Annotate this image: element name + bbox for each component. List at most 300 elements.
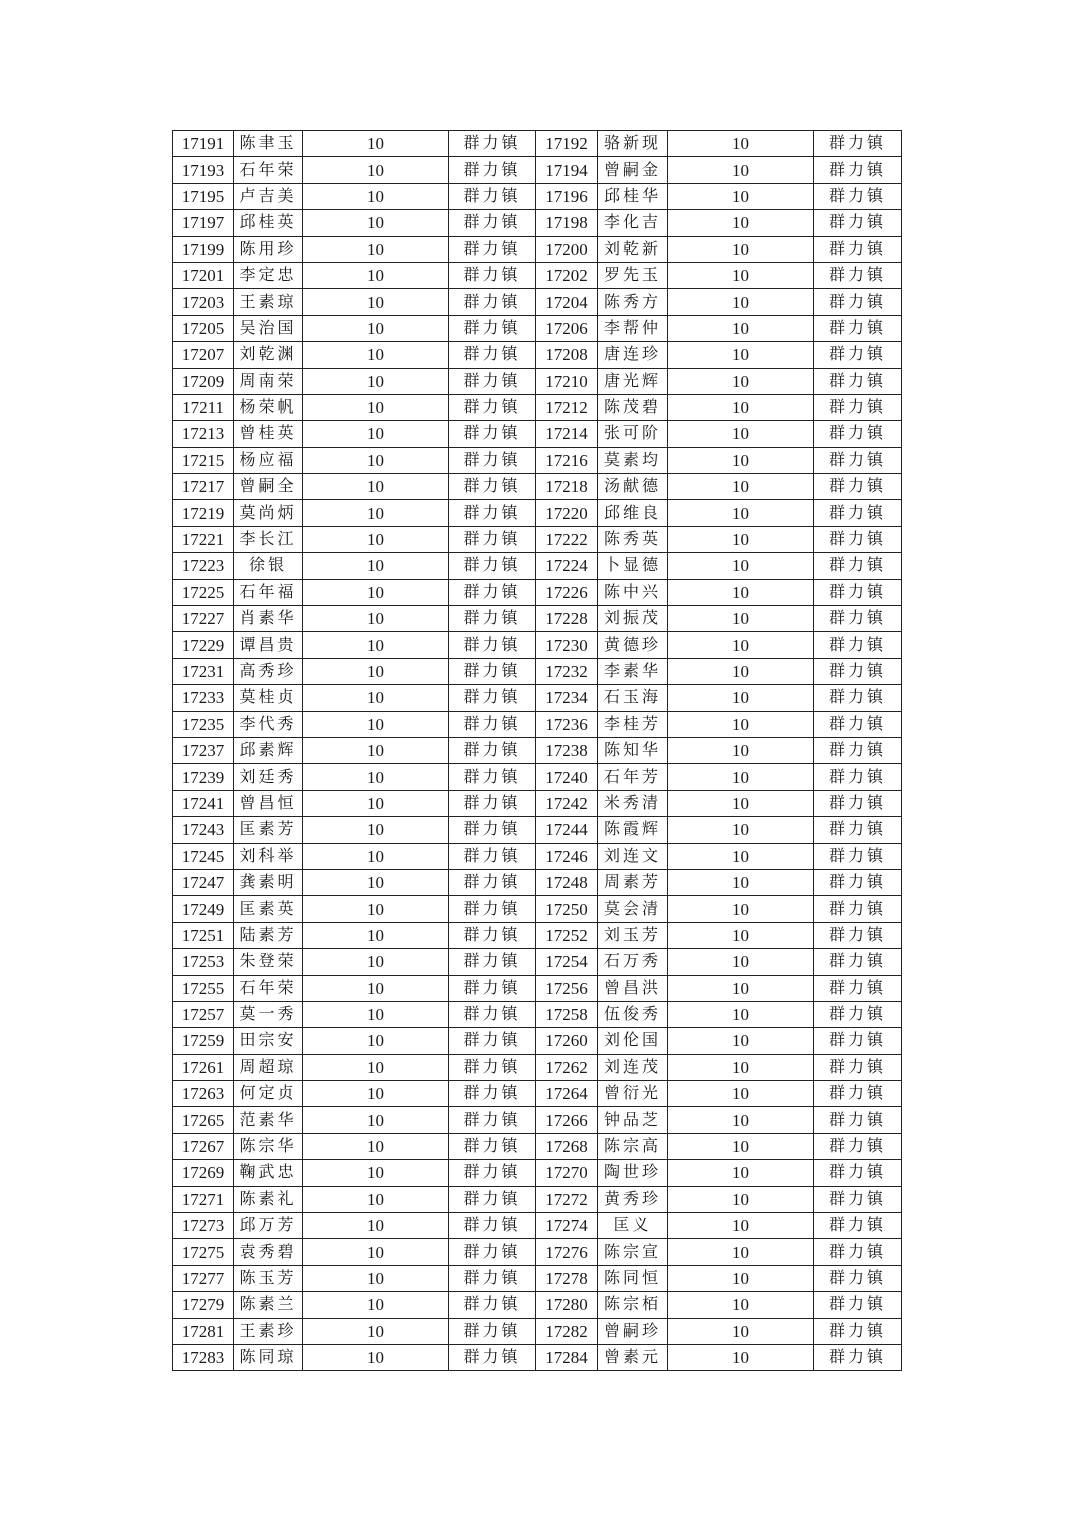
left-amount-cell: 10 xyxy=(303,975,449,1001)
left-amount-cell: 10 xyxy=(303,183,449,209)
left-record-id-cell: 17241 xyxy=(173,790,234,816)
right-amount-cell: 10 xyxy=(668,1160,814,1186)
left-town-cell: 群力镇 xyxy=(449,342,536,368)
right-amount-cell: 10 xyxy=(668,394,814,420)
left-town-cell: 群力镇 xyxy=(449,843,536,869)
left-amount-cell: 10 xyxy=(303,342,449,368)
right-amount-cell: 10 xyxy=(668,1107,814,1133)
left-town-cell: 群力镇 xyxy=(449,1160,536,1186)
left-amount-cell: 10 xyxy=(303,394,449,420)
table-row xyxy=(173,421,902,447)
left-town-cell: 群力镇 xyxy=(449,157,536,183)
left-person-name-cell: 李代秀 xyxy=(234,711,303,737)
right-amount-cell: 10 xyxy=(668,843,814,869)
right-town-cell: 群力镇 xyxy=(814,183,902,209)
right-amount-cell: 10 xyxy=(668,922,814,948)
table-row xyxy=(173,368,902,394)
left-record-id-cell: 17251 xyxy=(173,922,234,948)
right-town-cell: 群力镇 xyxy=(814,764,902,790)
left-amount-cell: 10 xyxy=(303,131,449,157)
right-amount-cell: 10 xyxy=(668,342,814,368)
left-record-id-cell: 17199 xyxy=(173,236,234,262)
left-record-id-cell: 17225 xyxy=(173,579,234,605)
right-record-id-cell: 17260 xyxy=(536,1028,598,1054)
right-person-name-cell: 陶世珍 xyxy=(598,1160,668,1186)
left-record-id-cell: 17221 xyxy=(173,526,234,552)
right-person-name-cell: 罗先玉 xyxy=(598,262,668,288)
left-record-id-cell: 17239 xyxy=(173,764,234,790)
left-record-id-cell: 17275 xyxy=(173,1239,234,1265)
right-town-cell: 群力镇 xyxy=(814,342,902,368)
right-town-cell: 群力镇 xyxy=(814,553,902,579)
left-amount-cell: 10 xyxy=(303,1054,449,1080)
left-amount-cell: 10 xyxy=(303,210,449,236)
right-record-id-cell: 17198 xyxy=(536,210,598,236)
left-amount-cell: 10 xyxy=(303,579,449,605)
right-person-name-cell: 刘连茂 xyxy=(598,1054,668,1080)
left-amount-cell: 10 xyxy=(303,1186,449,1212)
left-amount-cell: 10 xyxy=(303,896,449,922)
right-record-id-cell: 17238 xyxy=(536,737,598,763)
right-town-cell: 群力镇 xyxy=(814,737,902,763)
table-row xyxy=(173,658,902,684)
table-row xyxy=(173,1160,902,1186)
right-town-cell: 群力镇 xyxy=(814,1107,902,1133)
left-amount-cell: 10 xyxy=(303,606,449,632)
right-person-name-cell: 匡义 xyxy=(598,1213,668,1239)
right-record-id-cell: 17230 xyxy=(536,632,598,658)
left-person-name-cell: 莫一秀 xyxy=(234,1001,303,1027)
left-person-name-cell: 陈素兰 xyxy=(234,1292,303,1318)
left-person-name-cell: 邱素辉 xyxy=(234,737,303,763)
left-record-id-cell: 17269 xyxy=(173,1160,234,1186)
table-row xyxy=(173,236,902,262)
left-town-cell: 群力镇 xyxy=(449,1001,536,1027)
right-record-id-cell: 17210 xyxy=(536,368,598,394)
right-amount-cell: 10 xyxy=(668,183,814,209)
left-record-id-cell: 17193 xyxy=(173,157,234,183)
left-person-name-cell: 邱万芳 xyxy=(234,1213,303,1239)
right-town-cell: 群力镇 xyxy=(814,447,902,473)
left-town-cell: 群力镇 xyxy=(449,526,536,552)
left-amount-cell: 10 xyxy=(303,526,449,552)
right-town-cell: 群力镇 xyxy=(814,1239,902,1265)
left-person-name-cell: 陆素芳 xyxy=(234,922,303,948)
left-town-cell: 群力镇 xyxy=(449,632,536,658)
right-person-name-cell: 钟品芝 xyxy=(598,1107,668,1133)
left-person-name-cell: 刘廷秀 xyxy=(234,764,303,790)
left-record-id-cell: 17203 xyxy=(173,289,234,315)
right-record-id-cell: 17270 xyxy=(536,1160,598,1186)
left-record-id-cell: 17223 xyxy=(173,553,234,579)
left-amount-cell: 10 xyxy=(303,658,449,684)
left-person-name-cell: 袁秀碧 xyxy=(234,1239,303,1265)
table-row xyxy=(173,790,902,816)
left-person-name-cell: 徐银 xyxy=(234,553,303,579)
table-row xyxy=(173,289,902,315)
table-row xyxy=(173,500,902,526)
left-town-cell: 群力镇 xyxy=(449,236,536,262)
left-town-cell: 群力镇 xyxy=(449,737,536,763)
left-person-name-cell: 高秀珍 xyxy=(234,658,303,684)
right-record-id-cell: 17204 xyxy=(536,289,598,315)
left-person-name-cell: 陈聿玉 xyxy=(234,131,303,157)
left-amount-cell: 10 xyxy=(303,1107,449,1133)
left-amount-cell: 10 xyxy=(303,447,449,473)
right-person-name-cell: 陈宗宣 xyxy=(598,1239,668,1265)
table-row xyxy=(173,632,902,658)
left-town-cell: 群力镇 xyxy=(449,1213,536,1239)
left-amount-cell: 10 xyxy=(303,817,449,843)
left-town-cell: 群力镇 xyxy=(449,685,536,711)
right-town-cell: 群力镇 xyxy=(814,131,902,157)
left-town-cell: 群力镇 xyxy=(449,711,536,737)
left-person-name-cell: 李长江 xyxy=(234,526,303,552)
table-row xyxy=(173,922,902,948)
left-town-cell: 群力镇 xyxy=(449,1186,536,1212)
left-person-name-cell: 石年福 xyxy=(234,579,303,605)
left-record-id-cell: 17195 xyxy=(173,183,234,209)
left-amount-cell: 10 xyxy=(303,315,449,341)
right-amount-cell: 10 xyxy=(668,579,814,605)
right-record-id-cell: 17224 xyxy=(536,553,598,579)
left-amount-cell: 10 xyxy=(303,764,449,790)
left-person-name-cell: 范素华 xyxy=(234,1107,303,1133)
left-record-id-cell: 17211 xyxy=(173,394,234,420)
right-amount-cell: 10 xyxy=(668,526,814,552)
right-person-name-cell: 黄德珍 xyxy=(598,632,668,658)
left-town-cell: 群力镇 xyxy=(449,1318,536,1344)
table-row xyxy=(173,342,902,368)
left-record-id-cell: 17245 xyxy=(173,843,234,869)
right-record-id-cell: 17242 xyxy=(536,790,598,816)
right-town-cell: 群力镇 xyxy=(814,1001,902,1027)
right-record-id-cell: 17284 xyxy=(536,1344,598,1370)
right-town-cell: 群力镇 xyxy=(814,1344,902,1370)
right-person-name-cell: 刘玉芳 xyxy=(598,922,668,948)
left-town-cell: 群力镇 xyxy=(449,817,536,843)
left-record-id-cell: 17277 xyxy=(173,1265,234,1291)
right-record-id-cell: 17202 xyxy=(536,262,598,288)
left-record-id-cell: 17191 xyxy=(173,131,234,157)
right-person-name-cell: 陈茂碧 xyxy=(598,394,668,420)
left-town-cell: 群力镇 xyxy=(449,210,536,236)
table-row xyxy=(173,949,902,975)
right-amount-cell: 10 xyxy=(668,737,814,763)
left-record-id-cell: 17219 xyxy=(173,500,234,526)
right-town-cell: 群力镇 xyxy=(814,157,902,183)
left-amount-cell: 10 xyxy=(303,474,449,500)
table-row xyxy=(173,1239,902,1265)
right-amount-cell: 10 xyxy=(668,896,814,922)
right-amount-cell: 10 xyxy=(668,474,814,500)
right-person-name-cell: 骆新现 xyxy=(598,131,668,157)
right-record-id-cell: 17280 xyxy=(536,1292,598,1318)
right-person-name-cell: 李桂芳 xyxy=(598,711,668,737)
table-row xyxy=(173,183,902,209)
right-amount-cell: 10 xyxy=(668,1133,814,1159)
left-town-cell: 群力镇 xyxy=(449,869,536,895)
right-town-cell: 群力镇 xyxy=(814,922,902,948)
right-amount-cell: 10 xyxy=(668,157,814,183)
left-record-id-cell: 17233 xyxy=(173,685,234,711)
left-amount-cell: 10 xyxy=(303,737,449,763)
left-town-cell: 群力镇 xyxy=(449,606,536,632)
left-amount-cell: 10 xyxy=(303,1265,449,1291)
right-person-name-cell: 唐光辉 xyxy=(598,368,668,394)
left-person-name-cell: 龚素明 xyxy=(234,869,303,895)
right-amount-cell: 10 xyxy=(668,790,814,816)
left-record-id-cell: 17235 xyxy=(173,711,234,737)
table-row xyxy=(173,394,902,420)
left-person-name-cell: 莫桂贞 xyxy=(234,685,303,711)
table-row xyxy=(173,1186,902,1212)
left-record-id-cell: 17273 xyxy=(173,1213,234,1239)
right-record-id-cell: 17248 xyxy=(536,869,598,895)
left-person-name-cell: 曾桂英 xyxy=(234,421,303,447)
left-person-name-cell: 朱登荣 xyxy=(234,949,303,975)
left-person-name-cell: 陈玉芳 xyxy=(234,1265,303,1291)
right-record-id-cell: 17256 xyxy=(536,975,598,1001)
right-record-id-cell: 17278 xyxy=(536,1265,598,1291)
right-record-id-cell: 17262 xyxy=(536,1054,598,1080)
right-record-id-cell: 17222 xyxy=(536,526,598,552)
left-record-id-cell: 17209 xyxy=(173,368,234,394)
left-amount-cell: 10 xyxy=(303,869,449,895)
right-person-name-cell: 陈中兴 xyxy=(598,579,668,605)
left-town-cell: 群力镇 xyxy=(449,262,536,288)
right-amount-cell: 10 xyxy=(668,131,814,157)
right-record-id-cell: 17250 xyxy=(536,896,598,922)
right-record-id-cell: 17252 xyxy=(536,922,598,948)
left-record-id-cell: 17249 xyxy=(173,896,234,922)
left-record-id-cell: 17227 xyxy=(173,606,234,632)
left-record-id-cell: 17261 xyxy=(173,1054,234,1080)
right-town-cell: 群力镇 xyxy=(814,368,902,394)
right-person-name-cell: 曾衍光 xyxy=(598,1081,668,1107)
table-row xyxy=(173,869,902,895)
right-record-id-cell: 17218 xyxy=(536,474,598,500)
left-amount-cell: 10 xyxy=(303,157,449,183)
left-town-cell: 群力镇 xyxy=(449,553,536,579)
right-town-cell: 群力镇 xyxy=(814,1292,902,1318)
left-person-name-cell: 曾昌恒 xyxy=(234,790,303,816)
right-person-name-cell: 陈知华 xyxy=(598,737,668,763)
right-amount-cell: 10 xyxy=(668,1081,814,1107)
left-person-name-cell: 陈同琼 xyxy=(234,1344,303,1370)
left-person-name-cell: 刘乾渊 xyxy=(234,342,303,368)
left-record-id-cell: 17279 xyxy=(173,1292,234,1318)
right-person-name-cell: 米秀清 xyxy=(598,790,668,816)
right-amount-cell: 10 xyxy=(668,1239,814,1265)
right-town-cell: 群力镇 xyxy=(814,843,902,869)
left-town-cell: 群力镇 xyxy=(449,922,536,948)
left-record-id-cell: 17215 xyxy=(173,447,234,473)
left-record-id-cell: 17231 xyxy=(173,658,234,684)
right-town-cell: 群力镇 xyxy=(814,658,902,684)
left-town-cell: 群力镇 xyxy=(449,131,536,157)
left-person-name-cell: 陈用珍 xyxy=(234,236,303,262)
table-row xyxy=(173,711,902,737)
left-town-cell: 群力镇 xyxy=(449,975,536,1001)
right-record-id-cell: 17214 xyxy=(536,421,598,447)
left-record-id-cell: 17263 xyxy=(173,1081,234,1107)
left-amount-cell: 10 xyxy=(303,500,449,526)
left-town-cell: 群力镇 xyxy=(449,1081,536,1107)
right-town-cell: 群力镇 xyxy=(814,526,902,552)
left-person-name-cell: 吴治国 xyxy=(234,315,303,341)
table-row xyxy=(173,975,902,1001)
left-amount-cell: 10 xyxy=(303,1318,449,1344)
left-amount-cell: 10 xyxy=(303,843,449,869)
left-town-cell: 群力镇 xyxy=(449,1344,536,1370)
right-town-cell: 群力镇 xyxy=(814,711,902,737)
table-row xyxy=(173,526,902,552)
right-record-id-cell: 17266 xyxy=(536,1107,598,1133)
right-town-cell: 群力镇 xyxy=(814,500,902,526)
right-record-id-cell: 17200 xyxy=(536,236,598,262)
left-amount-cell: 10 xyxy=(303,421,449,447)
right-town-cell: 群力镇 xyxy=(814,632,902,658)
left-person-name-cell: 石年荣 xyxy=(234,975,303,1001)
table-row xyxy=(173,843,902,869)
right-person-name-cell: 周素芳 xyxy=(598,869,668,895)
table-row xyxy=(173,1318,902,1344)
right-town-cell: 群力镇 xyxy=(814,1213,902,1239)
right-amount-cell: 10 xyxy=(668,1265,814,1291)
right-record-id-cell: 17194 xyxy=(536,157,598,183)
right-amount-cell: 10 xyxy=(668,711,814,737)
right-amount-cell: 10 xyxy=(668,685,814,711)
left-amount-cell: 10 xyxy=(303,922,449,948)
left-town-cell: 群力镇 xyxy=(449,1028,536,1054)
right-town-cell: 群力镇 xyxy=(814,262,902,288)
right-amount-cell: 10 xyxy=(668,289,814,315)
subsidy-list-table xyxy=(172,130,902,1371)
table-row xyxy=(173,210,902,236)
right-record-id-cell: 17206 xyxy=(536,315,598,341)
left-record-id-cell: 17257 xyxy=(173,1001,234,1027)
table-row xyxy=(173,817,902,843)
left-record-id-cell: 17197 xyxy=(173,210,234,236)
right-town-cell: 群力镇 xyxy=(814,421,902,447)
left-record-id-cell: 17217 xyxy=(173,474,234,500)
left-record-id-cell: 17271 xyxy=(173,1186,234,1212)
right-amount-cell: 10 xyxy=(668,817,814,843)
table-row xyxy=(173,1133,902,1159)
right-person-name-cell: 张可阶 xyxy=(598,421,668,447)
left-person-name-cell: 王素琼 xyxy=(234,289,303,315)
right-town-cell: 群力镇 xyxy=(814,394,902,420)
left-person-name-cell: 刘科举 xyxy=(234,843,303,869)
right-amount-cell: 10 xyxy=(668,658,814,684)
left-amount-cell: 10 xyxy=(303,1239,449,1265)
right-amount-cell: 10 xyxy=(668,262,814,288)
table-row xyxy=(173,474,902,500)
left-town-cell: 群力镇 xyxy=(449,579,536,605)
left-record-id-cell: 17247 xyxy=(173,869,234,895)
left-town-cell: 群力镇 xyxy=(449,289,536,315)
table-row xyxy=(173,1028,902,1054)
left-amount-cell: 10 xyxy=(303,1213,449,1239)
right-person-name-cell: 刘振茂 xyxy=(598,606,668,632)
left-person-name-cell: 卢吉美 xyxy=(234,183,303,209)
left-town-cell: 群力镇 xyxy=(449,1054,536,1080)
left-town-cell: 群力镇 xyxy=(449,658,536,684)
right-person-name-cell: 邱桂华 xyxy=(598,183,668,209)
right-person-name-cell: 曾嗣珍 xyxy=(598,1318,668,1344)
right-record-id-cell: 17282 xyxy=(536,1318,598,1344)
left-record-id-cell: 17281 xyxy=(173,1318,234,1344)
right-amount-cell: 10 xyxy=(668,553,814,579)
right-person-name-cell: 石万秀 xyxy=(598,949,668,975)
left-town-cell: 群力镇 xyxy=(449,315,536,341)
right-record-id-cell: 17228 xyxy=(536,606,598,632)
right-person-name-cell: 邱维良 xyxy=(598,500,668,526)
table-row xyxy=(173,896,902,922)
right-person-name-cell: 李化吉 xyxy=(598,210,668,236)
right-person-name-cell: 曾嗣金 xyxy=(598,157,668,183)
left-town-cell: 群力镇 xyxy=(449,394,536,420)
right-record-id-cell: 17234 xyxy=(536,685,598,711)
table-row xyxy=(173,737,902,763)
left-town-cell: 群力镇 xyxy=(449,368,536,394)
right-amount-cell: 10 xyxy=(668,500,814,526)
right-town-cell: 群力镇 xyxy=(814,1265,902,1291)
left-amount-cell: 10 xyxy=(303,236,449,262)
left-record-id-cell: 17237 xyxy=(173,737,234,763)
right-record-id-cell: 17246 xyxy=(536,843,598,869)
left-amount-cell: 10 xyxy=(303,289,449,315)
right-record-id-cell: 17254 xyxy=(536,949,598,975)
right-person-name-cell: 黄秀珍 xyxy=(598,1186,668,1212)
left-town-cell: 群力镇 xyxy=(449,474,536,500)
right-record-id-cell: 17274 xyxy=(536,1213,598,1239)
right-record-id-cell: 17264 xyxy=(536,1081,598,1107)
left-record-id-cell: 17201 xyxy=(173,262,234,288)
left-town-cell: 群力镇 xyxy=(449,500,536,526)
table-row xyxy=(173,1265,902,1291)
table-row xyxy=(173,553,902,579)
right-record-id-cell: 17226 xyxy=(536,579,598,605)
right-person-name-cell: 石年芳 xyxy=(598,764,668,790)
right-town-cell: 群力镇 xyxy=(814,579,902,605)
right-town-cell: 群力镇 xyxy=(814,1081,902,1107)
table-row xyxy=(173,579,902,605)
right-record-id-cell: 17276 xyxy=(536,1239,598,1265)
left-amount-cell: 10 xyxy=(303,1028,449,1054)
right-amount-cell: 10 xyxy=(668,869,814,895)
left-person-name-cell: 何定贞 xyxy=(234,1081,303,1107)
right-person-name-cell: 莫会清 xyxy=(598,896,668,922)
left-record-id-cell: 17255 xyxy=(173,975,234,1001)
table-row xyxy=(173,1107,902,1133)
table-row xyxy=(173,1054,902,1080)
right-amount-cell: 10 xyxy=(668,1344,814,1370)
right-amount-cell: 10 xyxy=(668,1186,814,1212)
right-amount-cell: 10 xyxy=(668,421,814,447)
left-town-cell: 群力镇 xyxy=(449,183,536,209)
left-record-id-cell: 17213 xyxy=(173,421,234,447)
right-record-id-cell: 17244 xyxy=(536,817,598,843)
right-record-id-cell: 17268 xyxy=(536,1133,598,1159)
left-person-name-cell: 曾嗣全 xyxy=(234,474,303,500)
right-record-id-cell: 17220 xyxy=(536,500,598,526)
left-person-name-cell: 邱桂英 xyxy=(234,210,303,236)
left-town-cell: 群力镇 xyxy=(449,764,536,790)
right-town-cell: 群力镇 xyxy=(814,1054,902,1080)
right-amount-cell: 10 xyxy=(668,975,814,1001)
